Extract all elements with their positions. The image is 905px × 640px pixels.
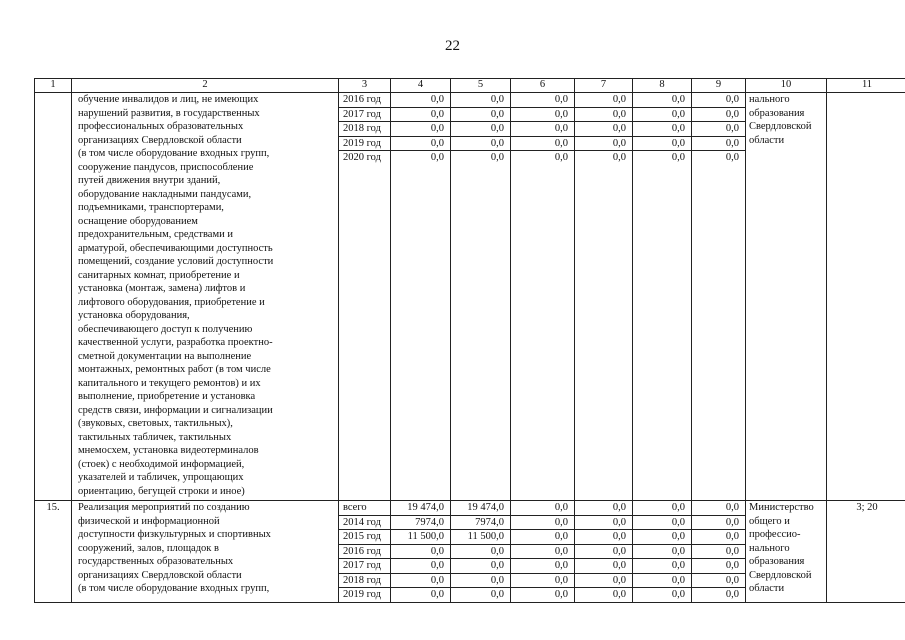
amount-cell-c6: 0,0 bbox=[511, 501, 575, 516]
amount-cell-c4: 0,0 bbox=[391, 559, 451, 574]
period-cell: 2015 год bbox=[339, 530, 391, 545]
amount-cell-c5: 19 474,0 bbox=[451, 501, 511, 516]
description-line: (стоек) с необходимой информацией, bbox=[78, 458, 245, 470]
amount-cell-c6: 0,0 bbox=[511, 136, 575, 151]
amount-cell-c5: 0,0 bbox=[451, 107, 511, 122]
amount-cell-c8: 0,0 bbox=[633, 136, 692, 151]
description-line: нарушений развития, в государственных bbox=[78, 107, 260, 119]
amount-cell-c5: 0,0 bbox=[451, 151, 511, 501]
description-line: сооружений, залов, площадок в bbox=[78, 542, 219, 554]
amount-cell-c9: 0,0 bbox=[692, 122, 746, 137]
amount-cell-c4: 19 474,0 bbox=[391, 501, 451, 516]
amount-cell-c6: 0,0 bbox=[511, 515, 575, 530]
header-cell-7: 7 bbox=[575, 79, 633, 93]
amount-cell-c6: 0,0 bbox=[511, 107, 575, 122]
amount-cell-c4: 0,0 bbox=[391, 573, 451, 588]
description-line: профессиональных образовательных bbox=[78, 121, 244, 132]
description-line: сметной документации на выполнение bbox=[78, 350, 252, 362]
amount-cell-c8: 0,0 bbox=[633, 107, 692, 122]
amount-cell-c8: 0,0 bbox=[633, 573, 692, 588]
amount-cell-c9: 0,0 bbox=[692, 573, 746, 588]
amount-cell-c5: 0,0 bbox=[451, 136, 511, 151]
amount-cell-c8: 0,0 bbox=[633, 515, 692, 530]
amount-cell-c4: 0,0 bbox=[391, 122, 451, 137]
description-line: предохранительным, средствами и bbox=[78, 229, 233, 240]
amount-cell-c9: 0,0 bbox=[692, 559, 746, 574]
amount-cell-c5: 0,0 bbox=[451, 544, 511, 559]
amount-cell-c4: 7974,0 bbox=[391, 515, 451, 530]
amount-cell-c6: 0,0 bbox=[511, 151, 575, 501]
row-number: 15. bbox=[35, 501, 72, 603]
description-line: сооружение пандусов, приспособление bbox=[78, 161, 254, 173]
amount-cell-c9: 0,0 bbox=[692, 107, 746, 122]
amount-cell-c9: 0,0 bbox=[692, 93, 746, 108]
amount-cell-c5: 0,0 bbox=[451, 573, 511, 588]
description-line: организациях Свердловской области bbox=[78, 569, 242, 581]
period-cell: 2016 год bbox=[339, 93, 391, 108]
period-cell: 2019 год bbox=[339, 588, 391, 603]
header-cell-11: 11 bbox=[827, 79, 905, 93]
executor-cell: нального образования Свердловской области bbox=[746, 93, 827, 501]
amount-cell-c6: 0,0 bbox=[511, 93, 575, 108]
period-cell: 2020 год bbox=[339, 151, 391, 501]
description-line: Реализация мероприятий по созданию bbox=[78, 502, 250, 513]
description-line: установка (монтаж, замена) лифтов и bbox=[78, 283, 246, 294]
amount-cell-c5: 0,0 bbox=[451, 93, 511, 108]
block-item-15 bbox=[35, 501, 905, 603]
period-cell: 2018 год bbox=[339, 573, 391, 588]
header-cell-3: 3 bbox=[339, 79, 391, 93]
amount-cell-c7: 0,0 bbox=[575, 573, 633, 588]
description-line: мнемосхем, установка видеотерминалов bbox=[78, 445, 259, 456]
amount-cell-c4: 0,0 bbox=[391, 544, 451, 559]
amount-cell-c9: 0,0 bbox=[692, 544, 746, 559]
amount-cell-c8: 0,0 bbox=[633, 93, 692, 108]
amount-cell-c9: 0,0 bbox=[692, 151, 746, 501]
amount-cell-c9: 0,0 bbox=[692, 588, 746, 603]
header-cell-8: 8 bbox=[633, 79, 692, 93]
amount-cell-c4: 0,0 bbox=[391, 151, 451, 501]
target-refs-cell: 3; 20 bbox=[827, 501, 905, 603]
amount-cell-c4: 0,0 bbox=[391, 107, 451, 122]
measure-description bbox=[72, 501, 339, 603]
description-line: установка оборудования, bbox=[78, 310, 190, 321]
table-row bbox=[35, 93, 905, 108]
row-number bbox=[35, 93, 72, 501]
amount-cell-c4: 0,0 bbox=[391, 136, 451, 151]
description-line: арматурой, обеспечивающими доступность bbox=[78, 242, 273, 254]
amount-cell-c6: 0,0 bbox=[511, 122, 575, 137]
amount-cell-c9: 0,0 bbox=[692, 530, 746, 545]
description-line: физической и информационной bbox=[78, 515, 220, 527]
amount-cell-c6: 0,0 bbox=[511, 559, 575, 574]
amount-cell-c9: 0,0 bbox=[692, 501, 746, 516]
amount-cell-c4: 0,0 bbox=[391, 93, 451, 108]
amount-cell-c7: 0,0 bbox=[575, 559, 633, 574]
description-line: государственных образовательных bbox=[78, 556, 234, 567]
amount-cell-c5: 0,0 bbox=[451, 559, 511, 574]
description-line: указателей и табличек, упрощающих bbox=[78, 472, 244, 483]
header-cell-10: 10 bbox=[746, 79, 827, 93]
description-line: средств связи, информации и сигнализации bbox=[78, 404, 273, 416]
target-refs-cell bbox=[827, 93, 905, 501]
amount-cell-c4: 0,0 bbox=[391, 588, 451, 603]
description-line: лифтового оборудования, приобретение и bbox=[78, 296, 265, 308]
header-cell-9: 9 bbox=[692, 79, 746, 93]
executor-cell: Министерство общего и профессио-нального образования Свердловской области bbox=[746, 501, 827, 603]
description-line: (в том числе оборудование входных групп, bbox=[78, 583, 270, 594]
amount-cell-c5: 11 500,0 bbox=[451, 530, 511, 545]
amount-cell-c4: 11 500,0 bbox=[391, 530, 451, 545]
description-line: организациях Свердловской области bbox=[78, 134, 242, 146]
description-line: ориентацию, бегущей строки и иное) bbox=[78, 485, 245, 497]
header-cell-6: 6 bbox=[511, 79, 575, 93]
description-line: подъемниками, транспортерами, bbox=[78, 202, 224, 213]
period-cell: 2017 год bbox=[339, 559, 391, 574]
amount-cell-c8: 0,0 bbox=[633, 122, 692, 137]
amount-cell-c8: 0,0 bbox=[633, 151, 692, 501]
amount-cell-c8: 0,0 bbox=[633, 588, 692, 603]
description-line: выполнение, приобретение и установка bbox=[78, 391, 256, 402]
description-line: (в том числе оборудование входных групп, bbox=[78, 148, 270, 159]
amount-cell-c7: 0,0 bbox=[575, 107, 633, 122]
amount-cell-c5: 0,0 bbox=[451, 122, 511, 137]
amount-cell-c8: 0,0 bbox=[633, 501, 692, 516]
description-line: оборудование накладными пандусами, bbox=[78, 188, 252, 200]
amount-cell-c6: 0,0 bbox=[511, 530, 575, 545]
header-cell-4: 4 bbox=[391, 79, 451, 93]
amount-cell-c8: 0,0 bbox=[633, 530, 692, 545]
period-cell: 2016 год bbox=[339, 544, 391, 559]
amount-cell-c7: 0,0 bbox=[575, 530, 633, 545]
amount-cell-c8: 0,0 bbox=[633, 559, 692, 574]
period-cell: 2018 год bbox=[339, 122, 391, 137]
description-line: помещений, создание условий доступности bbox=[78, 256, 274, 267]
description-line: путей движения внутри зданий, bbox=[78, 175, 221, 186]
description-line: оснащение оборудованием bbox=[78, 215, 198, 227]
header-row bbox=[35, 79, 905, 93]
description-line: обучение инвалидов и лиц, не имеющих bbox=[78, 94, 259, 105]
period-cell: 2017 год bbox=[339, 107, 391, 122]
amount-cell-c6: 0,0 bbox=[511, 588, 575, 603]
description-line: (звуковых, световых, тактильных), bbox=[78, 418, 233, 429]
amount-cell-c9: 0,0 bbox=[692, 515, 746, 530]
period-cell: 2014 год bbox=[339, 515, 391, 530]
page-number: 22 bbox=[445, 38, 460, 54]
measure-description bbox=[72, 93, 339, 501]
block-continued bbox=[35, 93, 905, 501]
amount-cell-c7: 0,0 bbox=[575, 151, 633, 501]
amount-cell-c7: 0,0 bbox=[575, 515, 633, 530]
amount-cell-c7: 0,0 bbox=[575, 122, 633, 137]
amount-cell-c7: 0,0 bbox=[575, 136, 633, 151]
amount-cell-c5: 7974,0 bbox=[451, 515, 511, 530]
period-cell: 2019 год bbox=[339, 136, 391, 151]
amount-cell-c9: 0,0 bbox=[692, 136, 746, 151]
header-cell-5: 5 bbox=[451, 79, 511, 93]
description-line: капитального и текущего ремонтов) и их bbox=[78, 377, 261, 389]
amount-cell-c7: 0,0 bbox=[575, 588, 633, 603]
description-line: монтажных, ремонтных работ (в том числе bbox=[78, 364, 271, 375]
header-cell-2: 2 bbox=[72, 79, 339, 93]
description-line: тактильных табличек, тактильных bbox=[78, 431, 232, 443]
amount-cell-c8: 0,0 bbox=[633, 544, 692, 559]
description-line: качественной услуги, разработка проектно- bbox=[78, 337, 273, 348]
amount-cell-c7: 0,0 bbox=[575, 544, 633, 559]
amount-cell-c6: 0,0 bbox=[511, 544, 575, 559]
description-line: санитарных комнат, приобретение и bbox=[78, 269, 240, 281]
amount-cell-c6: 0,0 bbox=[511, 573, 575, 588]
amount-cell-c7: 0,0 bbox=[575, 93, 633, 108]
period-cell: всего bbox=[339, 501, 391, 516]
amount-cell-c7: 0,0 bbox=[575, 501, 633, 516]
table-row bbox=[35, 501, 905, 516]
description-line: доступности физкультурных и спортивных bbox=[78, 529, 271, 540]
amount-cell-c5: 0,0 bbox=[451, 588, 511, 603]
description-line: обеспечивающего доступ к получению bbox=[78, 323, 253, 335]
header-cell-1: 1 bbox=[35, 79, 72, 93]
program-table bbox=[34, 78, 905, 603]
